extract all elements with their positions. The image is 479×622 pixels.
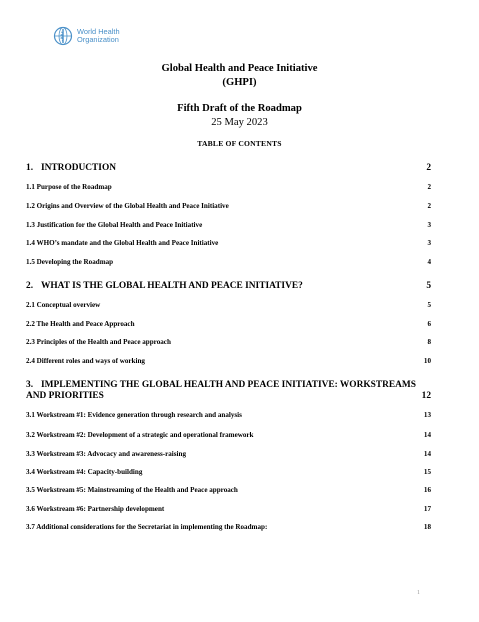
entry-page: 3: [427, 221, 431, 229]
entry-page: 4: [427, 258, 431, 266]
section-page: 5: [426, 281, 431, 291]
who-logo: [53, 26, 147, 46]
toc-section-1[interactable]: [26, 163, 431, 174]
toc-entry-1-1[interactable]: [26, 183, 431, 192]
toc-entry-1-5[interactable]: [26, 258, 431, 267]
toc-entry-1-2[interactable]: [26, 202, 431, 211]
entry-label: 3.5 Workstream #5: Mainstreaming of the Health and Peace approach: [26, 486, 238, 494]
section-page: 2: [426, 163, 431, 173]
entry-page: 16: [423, 486, 431, 494]
toc-entry-3-6[interactable]: [26, 505, 431, 514]
entry-label: 3.3 Workstream #3: Advocacy and awareness-raising: [26, 450, 187, 458]
toc-entry-2-1[interactable]: [26, 301, 431, 310]
entry-page: 10: [423, 357, 431, 365]
entry-label: 1.4 WHO’s mandate and the Global Health and Peace Initiative: [26, 239, 219, 247]
toc-entry-3-2[interactable]: [26, 431, 431, 440]
toc-section-2[interactable]: [26, 281, 431, 292]
draft-date: 25 May 2023: [211, 117, 268, 128]
logo-line-1: World Health: [77, 27, 120, 36]
entry-page: 5: [427, 301, 431, 309]
entry-label: 3.7 Additional considerations for the Secretariat in implementing the Roadmap:: [26, 523, 268, 531]
toc-entry-1-3[interactable]: [26, 221, 431, 230]
section-label: WHAT IS THE GLOBAL HEALTH AND PEACE INITIATIVE?: [41, 281, 303, 291]
document-title: Global Health and Peace Initiative: [161, 63, 318, 74]
toc-entry-3-7[interactable]: [26, 523, 431, 532]
entry-page: 13: [423, 411, 431, 419]
entry-page: 2: [427, 183, 431, 191]
entry-label: 1.2 Origins and Overview of the Global Health and Peace Initiative: [26, 202, 229, 210]
entry-page: 14: [423, 431, 431, 439]
entry-label: 1.3 Justification for the Global Health and Peace Initiative: [26, 221, 203, 229]
document-subtitle: (GHPI): [222, 77, 257, 88]
entry-label: 2.3 Principles of the Health and Peace approach: [26, 338, 171, 346]
toc-entry-2-3[interactable]: [26, 338, 431, 347]
toc-entry-3-3[interactable]: [26, 450, 431, 459]
section-label: INTRODUCTION: [41, 163, 117, 173]
entry-label: 3.2 Workstream #2: Development of a strategic and operational framework: [26, 431, 254, 439]
toc-entry-3-1[interactable]: [26, 411, 431, 420]
section-number: 2.: [26, 281, 34, 291]
toc-entry-3-4[interactable]: [26, 468, 431, 477]
page-number: 1: [417, 590, 420, 596]
entry-page: 2: [427, 202, 431, 210]
section-number: 1.: [26, 163, 34, 173]
entry-page: 18: [423, 523, 431, 531]
logo-text: [77, 28, 147, 44]
who-emblem-icon: [53, 26, 73, 46]
entry-page: 8: [427, 338, 431, 346]
entry-page: 3: [427, 239, 431, 247]
logo-line-2: Organization: [77, 35, 119, 44]
toc-entry-3-5[interactable]: [26, 486, 431, 495]
entry-label: 3.1 Workstream #1: Evidence generation through research and analysis: [26, 411, 242, 419]
entry-label: 2.1 Conceptual overview: [26, 301, 101, 309]
toc-heading: TABLE OF CONTENTS: [197, 139, 282, 148]
entry-label: 2.2 The Health and Peace Approach: [26, 320, 135, 328]
entry-label: 3.4 Workstream #4: Capacity-building: [26, 468, 143, 476]
entry-page: 6: [427, 320, 431, 328]
entry-label: 3.6 Workstream #6: Partnership development: [26, 505, 165, 513]
section-page: 12: [421, 391, 431, 401]
toc-entry-1-4[interactable]: [26, 239, 431, 248]
entry-label: 1.5 Developing the Roadmap: [26, 258, 114, 266]
toc-entry-2-2[interactable]: [26, 320, 431, 329]
draft-title: Fifth Draft of the Roadmap: [177, 103, 302, 114]
section-number: 3.: [26, 380, 34, 390]
entry-page: 14: [423, 450, 431, 458]
toc-section-3[interactable]: [26, 380, 431, 402]
entry-page: 17: [423, 505, 431, 513]
entry-page: 15: [423, 468, 431, 476]
entry-label: 1.1 Purpose of the Roadmap: [26, 183, 112, 191]
toc-entry-2-4[interactable]: [26, 357, 431, 366]
entry-label: 2.4 Different roles and ways of working: [26, 357, 145, 365]
section-label: IMPLEMENTING THE GLOBAL HEALTH AND PEACE INITIATIVE: WORKSTREAMS AND PRIORITIES: [26, 380, 416, 401]
